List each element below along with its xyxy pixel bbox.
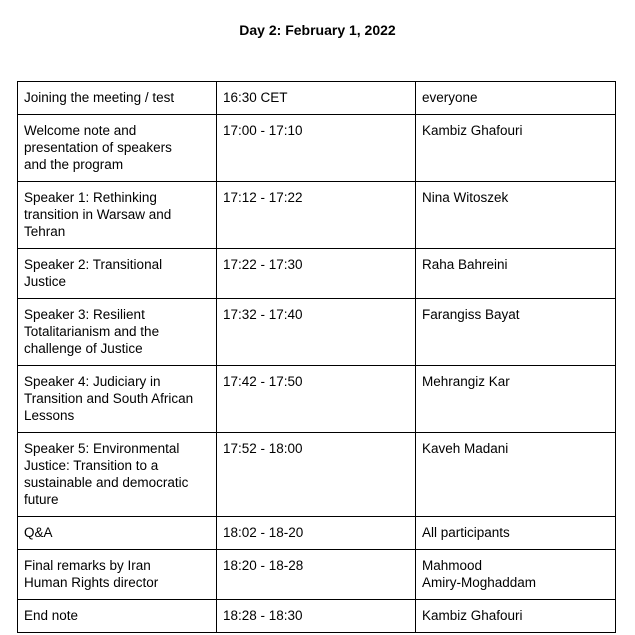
agenda-item-cell (18, 299, 217, 366)
presenter-text: Mehrangiz Kar (422, 374, 510, 389)
presenter-cell (416, 82, 616, 115)
agenda-item-text: Transition and South African (24, 391, 194, 406)
time-cell: 17:22 - 17:30 (217, 249, 416, 299)
presenter-text: Kaveh Madani (422, 441, 509, 456)
agenda-item-text: End note (24, 608, 79, 623)
agenda-item-cell (18, 82, 217, 115)
table-row (18, 82, 616, 115)
agenda-item-text: Tehran (24, 224, 66, 239)
presenter-text: Raha Bahreini (422, 257, 508, 272)
table-row (18, 600, 616, 633)
agenda-item-text: Final remarks by Iran (24, 558, 151, 573)
table-row (18, 249, 616, 299)
presenter-cell (416, 433, 616, 517)
presenter-text: All participants (422, 525, 510, 540)
agenda-item-text: and the program (24, 157, 124, 172)
page-title: Day 2: February 1, 2022 (239, 22, 396, 38)
presenter-text: Kambiz Ghafouri (422, 123, 523, 138)
presenter-cell (416, 299, 616, 366)
agenda-item-text: Lessons (24, 408, 75, 423)
agenda-item-cell (18, 433, 217, 517)
agenda-item-text: Speaker 4: Judiciary in (24, 374, 161, 389)
agenda-item-cell (18, 600, 217, 633)
agenda-item-text: Justice: Transition to a (24, 458, 159, 473)
agenda-item-text: Speaker 1: Rethinking (24, 190, 157, 205)
presenter-text: Amiry-Moghaddam (422, 575, 537, 590)
table-row (18, 433, 616, 517)
presenter-cell (416, 249, 616, 299)
agenda-item-cell (18, 249, 217, 299)
presenter-text: Mahmood (422, 558, 483, 573)
presenter-cell (416, 517, 616, 550)
schedule-table (17, 81, 616, 633)
agenda-item-text: Speaker 5: Environmental (24, 441, 180, 456)
agenda-item-text: Welcome note and (24, 123, 137, 138)
schedule-table-body (18, 82, 616, 633)
time-cell: 17:42 - 17:50 (217, 366, 416, 433)
table-row (18, 517, 616, 550)
presenter-text: everyone (422, 90, 478, 105)
agenda-item-cell (18, 517, 217, 550)
agenda-item-text: Human Rights director (24, 575, 159, 590)
presenter-text: Farangiss Bayat (422, 307, 520, 322)
presenter-cell (416, 366, 616, 433)
table-row (18, 299, 616, 366)
agenda-item-text: transition in Warsaw and (24, 207, 172, 222)
time-cell: 17:52 - 18:00 (217, 433, 416, 517)
table-row (18, 550, 616, 600)
agenda-item-text: Q&A (24, 525, 53, 540)
agenda-item-cell (18, 550, 217, 600)
time-cell: 17:32 - 17:40 (217, 299, 416, 366)
table-row (18, 182, 616, 249)
presenter-text: Kambiz Ghafouri (422, 608, 523, 623)
table-row (18, 366, 616, 433)
agenda-item-text: Justice (24, 274, 67, 289)
agenda-item-cell (18, 366, 217, 433)
presenter-text: Nina Witoszek (422, 190, 509, 205)
agenda-item-text: challenge of Justice (24, 341, 143, 356)
presenter-cell (416, 600, 616, 633)
agenda-item-text: presentation of speakers (24, 140, 172, 155)
agenda-item-text: sustainable and democratic (24, 475, 189, 490)
presenter-cell (416, 182, 616, 249)
time-cell: 18:02 - 18-20 (217, 517, 416, 550)
time-cell: 17:12 - 17:22 (217, 182, 416, 249)
agenda-item-text: Joining the meeting / test (24, 90, 175, 105)
presenter-cell (416, 550, 616, 600)
presenter-cell (416, 115, 616, 182)
agenda-item-text: Totalitarianism and the (24, 324, 160, 339)
time-cell: 17:00 - 17:10 (217, 115, 416, 182)
time-cell: 18:28 - 18:30 (217, 600, 416, 633)
time-cell: 16:30 CET (217, 82, 416, 115)
agenda-item-cell (18, 182, 217, 249)
agenda-item-cell (18, 115, 217, 182)
table-row (18, 115, 616, 182)
time-cell: 18:20 - 18-28 (217, 550, 416, 600)
agenda-item-text: Speaker 3: Resilient (24, 307, 145, 322)
agenda-item-text: Speaker 2: Transitional (24, 257, 163, 272)
agenda-item-text: future (24, 492, 59, 507)
